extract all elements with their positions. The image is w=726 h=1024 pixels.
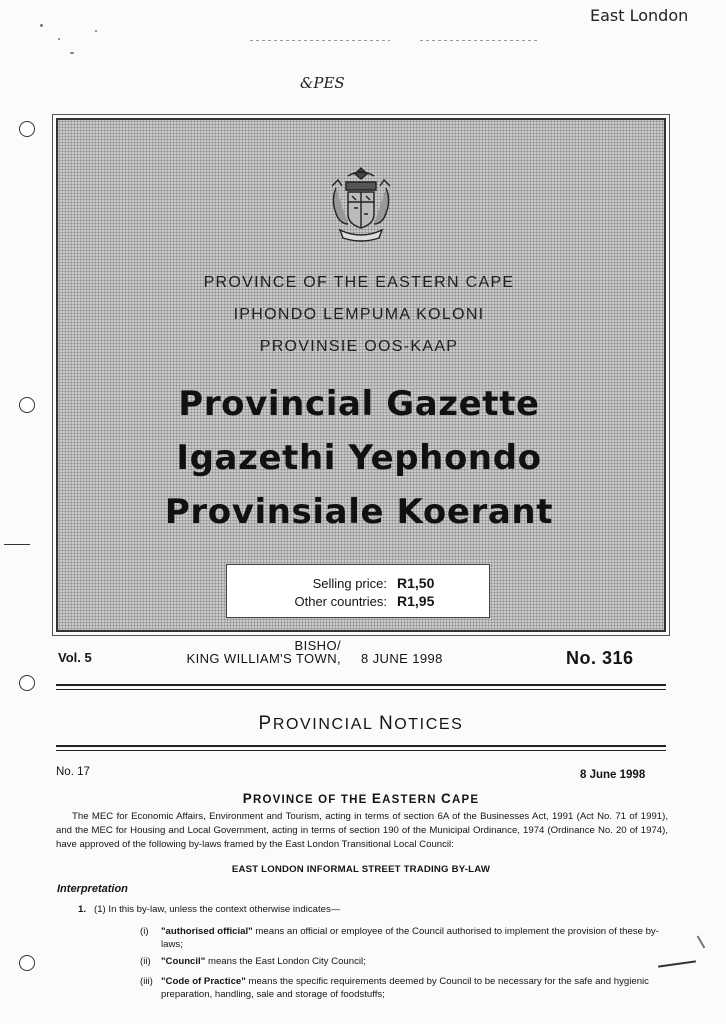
notice-province-heading: PROVINCE OF THE EASTERN CAPE bbox=[242, 791, 480, 806]
divider-rule bbox=[56, 750, 666, 751]
gazette-title-xhosa: Igazethi Yephondo bbox=[176, 438, 542, 478]
definition-text: means the specific requirements deemed by Council to be necessary for the safe and hygienic preparation, handling, sale and storage of foodstuffs; bbox=[161, 976, 649, 1000]
province-line-english: PROVINCE OF THE EASTERN CAPE bbox=[203, 274, 515, 291]
province-line-xhosa: IPHONDO LEMPUMA KOLONI bbox=[233, 306, 485, 323]
definition-numeral: (iii) bbox=[140, 976, 153, 987]
margin-mark bbox=[4, 544, 30, 545]
gazette-title-english: Provincial Gazette bbox=[178, 384, 540, 424]
coat-of-arms-emblem bbox=[318, 162, 404, 248]
divider-rule bbox=[56, 745, 666, 747]
notice-intro-paragraph: The MEC for Economic Affairs, Environment and Tourism, acting in terms of section 6A of the Businesses Act, 1991 (Act No. 71 of 1991), and the MEC for Housing and Local Government, acting in terms of section 190 of the Municipal Ordinance, 1974 (Ordinance No. 20 of 1974), have approved of the following by-laws framed by the East London Transitional Local Council: bbox=[56, 811, 668, 850]
scan-speck bbox=[58, 38, 60, 40]
scan-artifact bbox=[420, 40, 540, 41]
definition-body bbox=[161, 975, 667, 1001]
definition-numeral: (i) bbox=[140, 926, 149, 937]
scan-speck bbox=[697, 935, 706, 948]
scan-artifact bbox=[250, 40, 390, 41]
province-line-afrikaans: PROVINSIE OOS-KAAP bbox=[259, 338, 459, 355]
scan-speck bbox=[40, 24, 43, 27]
punch-hole bbox=[19, 955, 35, 971]
section-heading: Interpretation bbox=[57, 883, 128, 895]
scan-speck bbox=[95, 30, 97, 32]
handwritten-city-note: East London bbox=[590, 6, 689, 25]
notice-date: 8 June 1998 bbox=[580, 769, 646, 781]
scan-speck bbox=[70, 52, 74, 54]
notice-number: No. 17 bbox=[56, 766, 90, 778]
other-countries-price-row bbox=[295, 593, 440, 609]
divider-rule bbox=[56, 689, 666, 690]
bylaw-title: EAST LONDON INFORMAL STREET TRADING BY-LAW bbox=[231, 864, 491, 875]
clause-number: 1. bbox=[78, 904, 87, 915]
clause-text: (1) In this by-law, unless the context otherwise indicates— bbox=[94, 904, 341, 915]
punch-hole bbox=[19, 675, 35, 691]
punch-hole bbox=[19, 121, 35, 137]
definition-numeral: (ii) bbox=[140, 956, 151, 967]
issue-number: No. 316 bbox=[566, 648, 634, 668]
definition-term: "authorised official" bbox=[161, 926, 253, 937]
selling-price-label: Selling price: bbox=[312, 576, 387, 591]
definition-term: "Council" bbox=[161, 956, 206, 967]
issue-place-line1: BISHO/ bbox=[294, 638, 341, 653]
selling-price-row bbox=[313, 575, 439, 591]
punch-hole bbox=[19, 397, 35, 413]
other-countries-value: R1,95 bbox=[397, 593, 435, 609]
price-box bbox=[226, 564, 490, 618]
selling-price-value: R1,50 bbox=[397, 575, 435, 591]
handwritten-code-note: &PES bbox=[300, 74, 345, 92]
gazette-title-afrikaans: Provinsiale Koerant bbox=[164, 492, 554, 532]
other-countries-label: Other countries: bbox=[294, 594, 387, 609]
clause-1 bbox=[78, 904, 340, 915]
issue-place-line2: KING WILLIAM'S TOWN, bbox=[186, 651, 341, 666]
provincial-notices-heading: PROVINCIAL NOTICES bbox=[258, 713, 464, 734]
divider-rule bbox=[56, 684, 666, 686]
definition-text: means an official or employee of the Council authorised to implement the provision of these by-laws; bbox=[161, 926, 659, 950]
issue-place bbox=[166, 639, 341, 665]
definition-body bbox=[161, 925, 667, 951]
definition-text: means the East London City Council; bbox=[205, 956, 366, 967]
definition-body bbox=[161, 955, 667, 968]
issue-date: 8 JUNE 1998 bbox=[361, 651, 443, 666]
definition-term: "Code of Practice" bbox=[161, 976, 246, 987]
volume-number: Vol. 5 bbox=[58, 650, 92, 665]
